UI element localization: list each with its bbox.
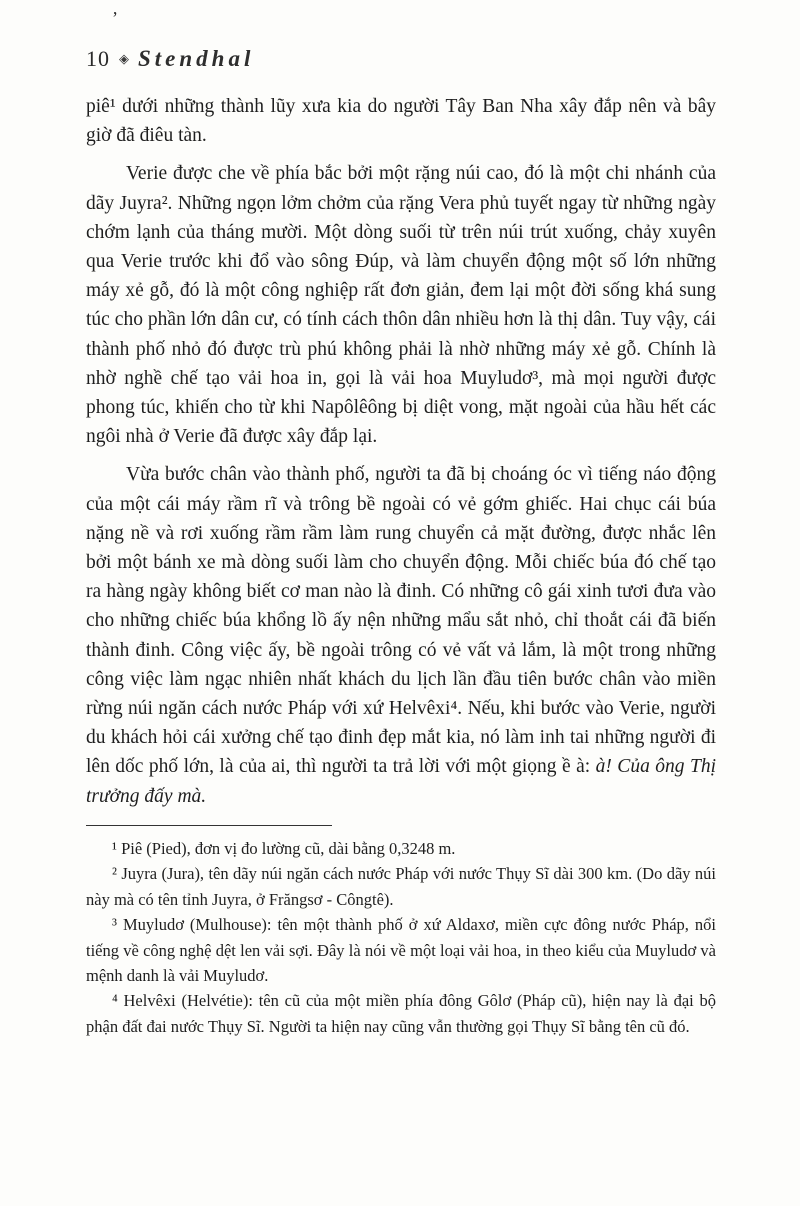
- footnotes-section: [86, 836, 716, 1039]
- footnote-divider: [86, 825, 332, 826]
- paragraph: [86, 92, 716, 150]
- footnote: ² Juyra (Jura), tên dãy núi ngăn cách nước Pháp với nước Thụy Sĩ dài 300 km. (Do dãy núi này mà có tên tỉnh Juyra, ở Frăngsơ - Côngtê).: [86, 864, 716, 909]
- emphasized-text: à! Của ông Thị trưởng đấy mà.: [86, 756, 717, 807]
- paragraph: [86, 159, 716, 451]
- diamond-ornament-icon: ◈: [119, 51, 129, 66]
- stray-ink-mark: ’: [112, 8, 118, 28]
- footnote: ¹ Piê (Pied), đơn vị đo lường cũ, dài bằng 0,3248 m.: [112, 838, 456, 858]
- paragraph-text: Vừa bước chân vào thành phố, người ta đã bị choáng óc vì tiếng náo động của một cái máy rầm rĩ và trông bề ngoài có vẻ gớm ghiếc. Hai chục cái búa nặng nề và rơi xuống rầm rầm làm rung chuyển cả mặt đường, được nhắc lên bởi một bánh xe mà dòng suối làm cho chuyển động. Mỗi chiếc búa đó chế tạo ra hàng ngày không biết cơ man nào là đinh. Có những cô gái xinh tươi đưa vào cho những chiếc búa khổng lồ ấy nện những mẩu sắt nhỏ, chỉ thoắt cái đã biến thành đinh. Công việc ấy, bề ngoài trông có vẻ vất vả lắm, là một trong những công việc làm ngạc nhiên nhất khách du lịch lần đầu tiên bước chân vào miền rừng núi ngăn cách nước Pháp với xứ Helvêxi⁴. Nếu, khi bước vào Verie, người du khách hỏi cái xưởng chế tạo đinh đẹp mắt kia, nó làm inh tai những người đi lên dốc phố lớn, là của ai, thì người ta trả lời với một giọng ề à:: [86, 464, 716, 778]
- author-name: Stendhal: [138, 46, 255, 71]
- paragraph-text: Verie được che về phía bắc bởi một rặng núi cao, đó là một chi nhánh của dãy Juyra². Những ngọn lởm chởm của rặng Vera phủ tuyết ngay từ những ngày chớm lạnh của tháng mười. Một dòng suối từ trên núi trút xuống, chảy xuyên qua Verie trước khi đổ vào sông Đúp, và làm chuyển động một số lớn những máy xẻ gỗ, đó là một công nghiệp rất đơn giản, đem lại một đời sống khá sung túc cho phần lớn dân cư, có tính cách thôn dân nhiều hơn là thị dân. Tuy vậy, cái thành phố nhỏ đó được trù phú không phải là nhờ những máy xẻ gỗ. Chính là nhờ nghề chế tạo vải hoa in, gọi là vải hoa Muyludơ³, mà mọi người được phong túc, khiến cho từ khi Napôlêông bị diệt vong, mặt ngoài của hầu hết các ngôi nhà ở Verie đã được xây đắp lại.: [86, 163, 716, 448]
- paragraph: [86, 460, 716, 810]
- body-text: [86, 92, 716, 811]
- footnote: ³ Muyludơ (Mulhouse): tên một thành phố ở xứ Aldaxơ, miền cực đông nước Pháp, nổi tiếng về công nghệ dệt len vải sợi. Đây là nói về một loại vải hoa, in theo kiểu của Muyludơ và mệnh danh là vải Muyludơ.: [86, 915, 716, 985]
- paragraph-text: piê¹ dưới những thành lũy xưa kia do người Tây Ban Nha xây đắp nên và bây giờ đã điêu tàn.: [86, 96, 716, 147]
- footnote: ⁴ Helvêxi (Helvétie): tên cũ của một miền phía đông Gôlơ (Pháp cũ), hiện nay là đại bộ phận đất đai nước Thụy Sĩ. Người ta hiện nay cũng vẫn thường gọi Thụy Sĩ bằng tên cũ đó.: [86, 991, 716, 1036]
- page-number: 10: [86, 46, 110, 71]
- page-header: [86, 46, 716, 72]
